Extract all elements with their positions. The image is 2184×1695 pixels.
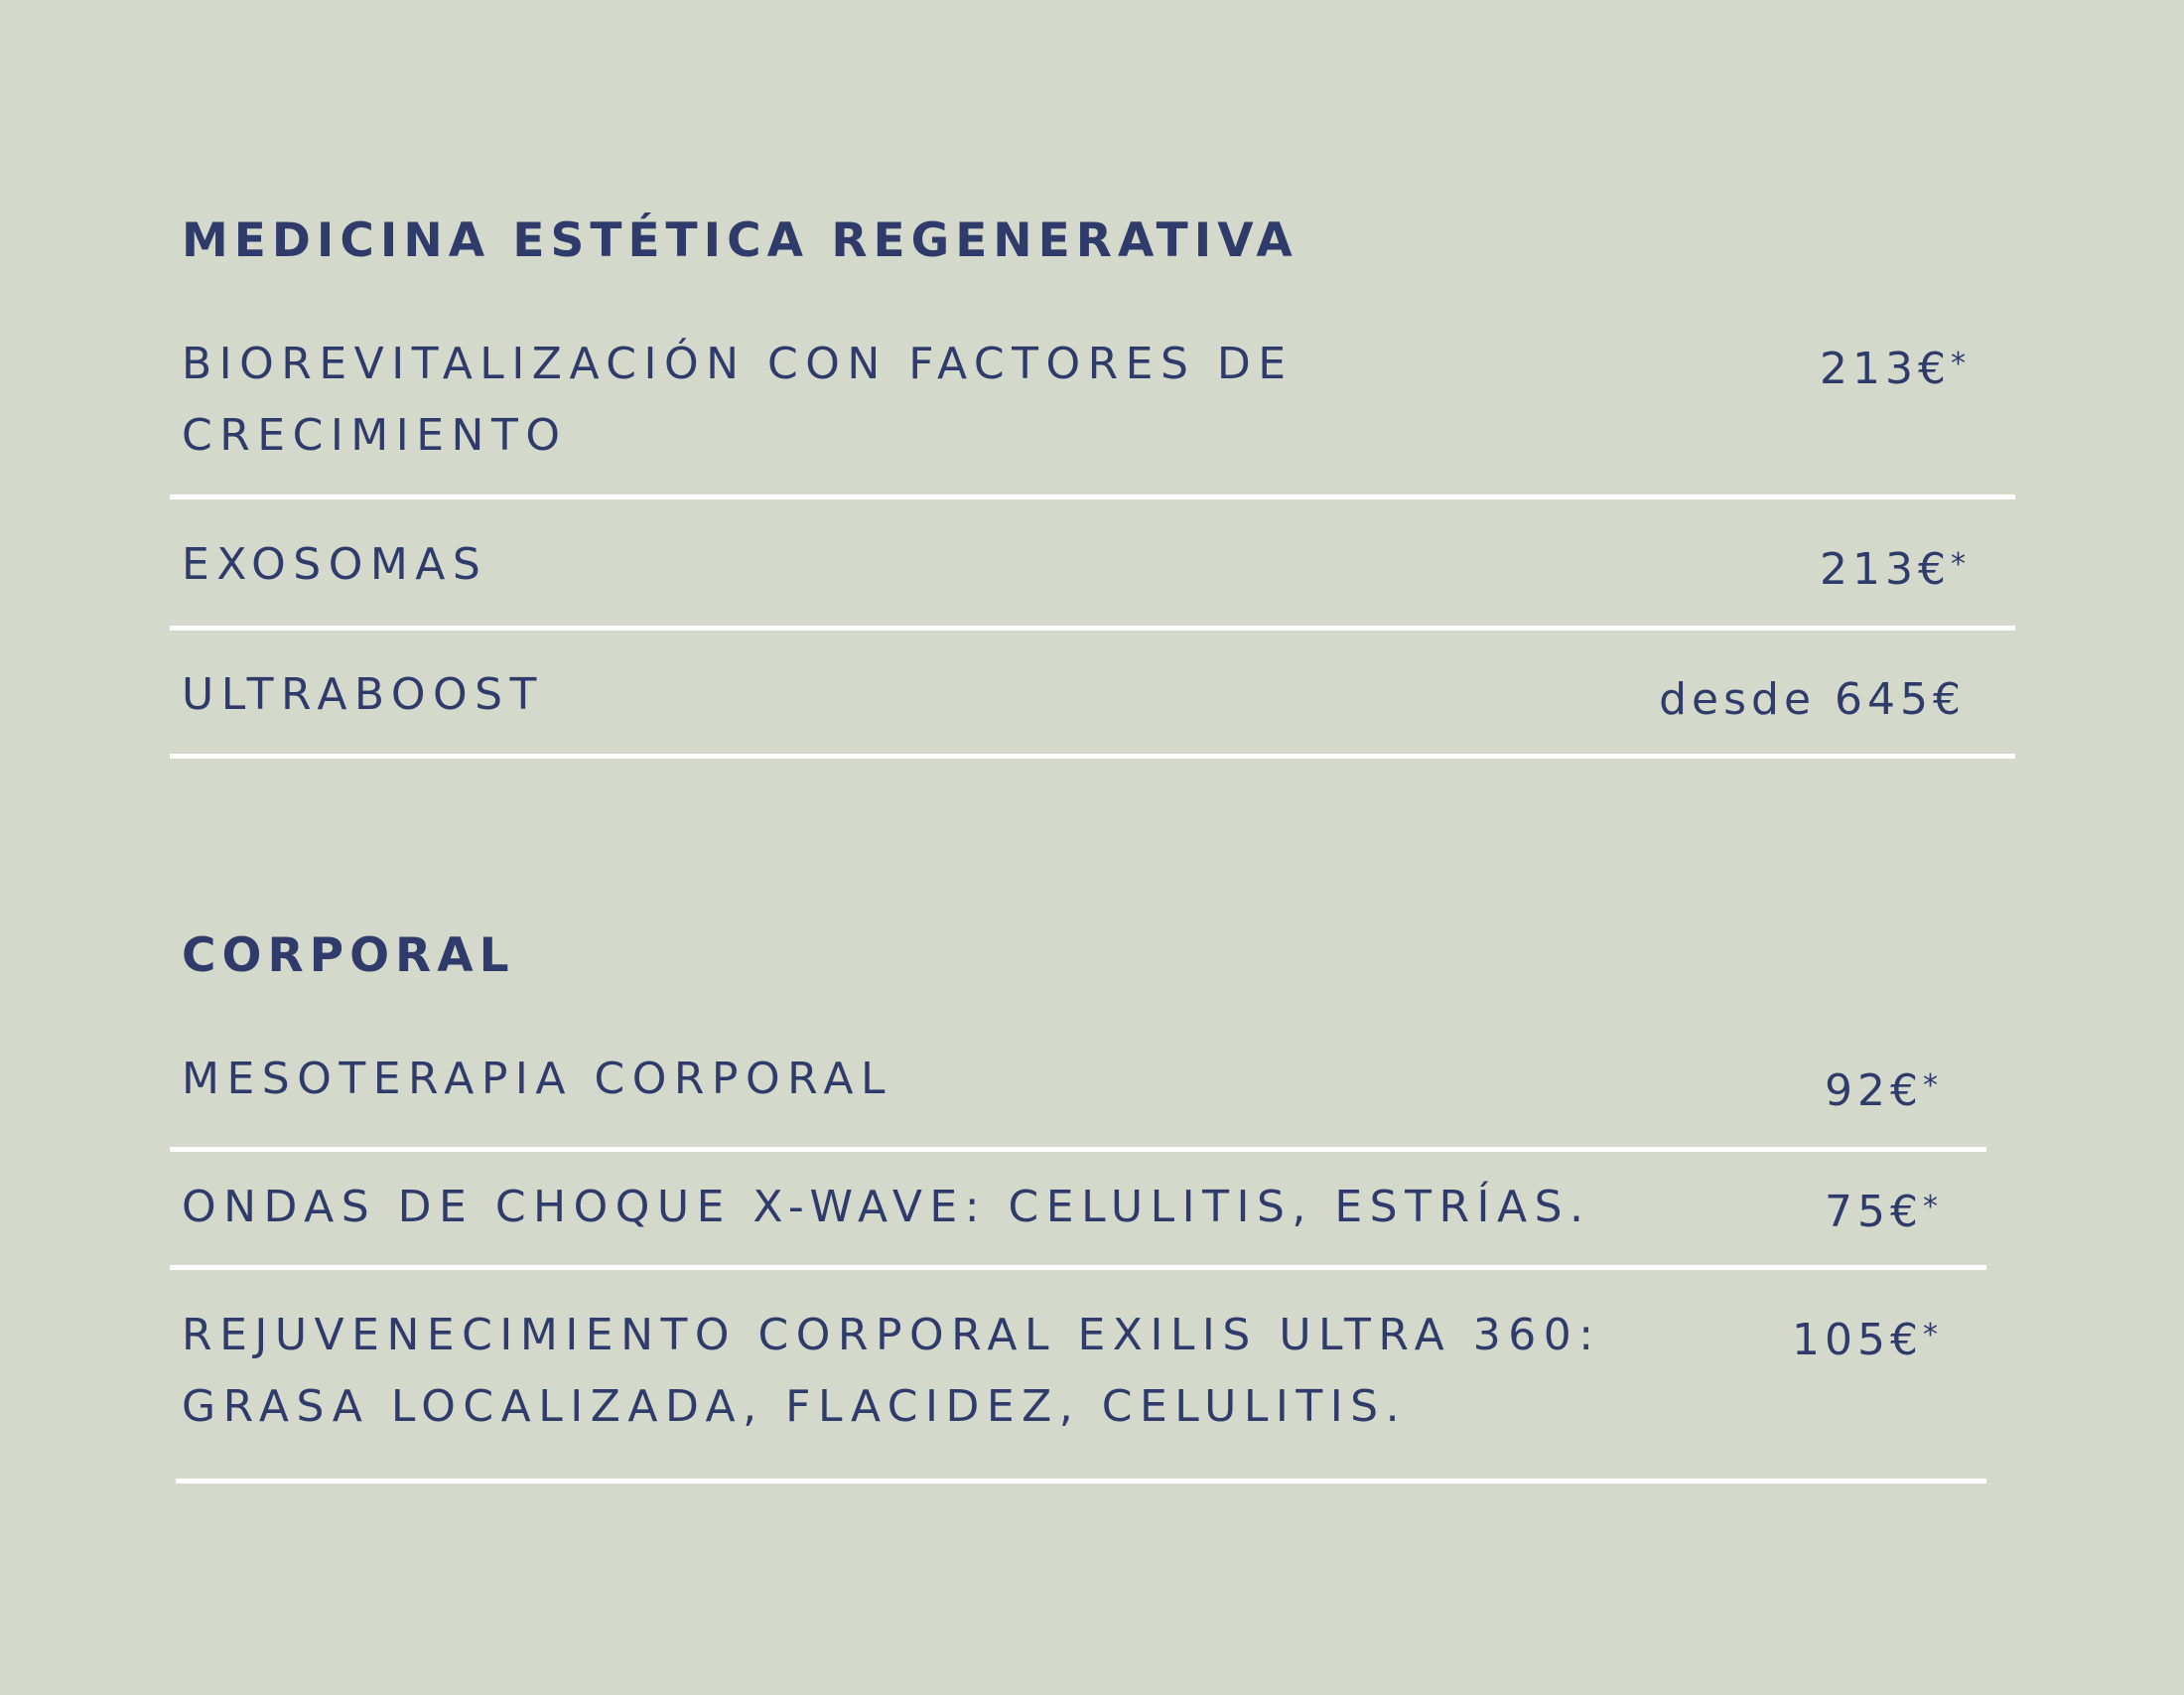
item-name: MESOTERAPIA CORPORAL bbox=[182, 1054, 892, 1104]
price-value: 92€ bbox=[1825, 1065, 1923, 1116]
item-name: EXOSOMAS bbox=[182, 539, 488, 590]
row-divider bbox=[170, 754, 2015, 759]
price-value: 213€ bbox=[1820, 544, 1951, 595]
row-divider bbox=[170, 494, 2015, 499]
price-value: 105€ bbox=[1792, 1315, 1923, 1365]
item-name: ONDAS DE CHOQUE X-WAVE: CELULITIS, ESTRÍAS. bbox=[182, 1182, 1591, 1232]
section-title-corporal: CORPORAL bbox=[182, 928, 515, 983]
item-name: ULTRABOOST bbox=[182, 669, 544, 720]
item-name-line: BIOREVITALIZACIÓN CON FACTORES DE bbox=[182, 339, 1294, 389]
price-footnote-mark: * bbox=[1951, 347, 1966, 381]
price-value: 75€ bbox=[1825, 1187, 1923, 1237]
item-price bbox=[1825, 1172, 1938, 1248]
item-name-line: GRASA LOCALIZADA, FLACIDEZ, CELULITIS. bbox=[182, 1381, 1408, 1432]
section-title-regenerative: MEDICINA ESTÉTICA REGENERATIVA bbox=[182, 213, 1298, 268]
item-name-line: REJUVENECIMIENTO CORPORAL EXILIS ULTRA 360: bbox=[182, 1310, 1601, 1360]
row-divider bbox=[170, 1265, 1986, 1270]
row-divider bbox=[176, 1479, 1986, 1483]
price-value: 213€ bbox=[1820, 344, 1951, 394]
item-price bbox=[1820, 329, 1966, 405]
price-value: desde 645€ bbox=[1659, 674, 1966, 725]
item-price bbox=[1792, 1300, 1938, 1376]
item-price bbox=[1820, 529, 1966, 606]
price-footnote-mark: * bbox=[1923, 1068, 1938, 1103]
row-divider bbox=[170, 626, 2015, 631]
item-price bbox=[1825, 1051, 1938, 1127]
item-name-line: CRECIMIENTO bbox=[182, 410, 568, 461]
price-footnote-mark: * bbox=[1951, 547, 1966, 582]
price-footnote-mark: * bbox=[1923, 1190, 1938, 1224]
row-divider bbox=[170, 1147, 1986, 1152]
price-footnote-mark: * bbox=[1923, 1318, 1938, 1352]
item-price bbox=[1659, 659, 1966, 736]
